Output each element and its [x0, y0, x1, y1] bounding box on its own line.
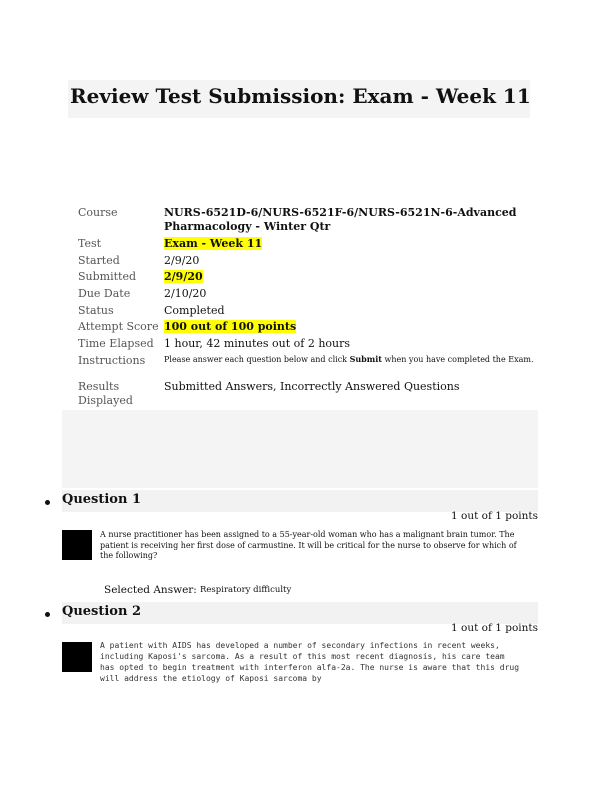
selected-answer-label: Selected Answer:	[104, 584, 197, 596]
detail-value-due-date: 2/10/20	[164, 287, 207, 300]
detail-value-submitted	[164, 270, 534, 284]
bullet-icon	[45, 612, 50, 617]
detail-value-time-elapsed: 1 hour, 42 minutes out of 2 hours	[164, 337, 351, 350]
selected-answer-value: Respiratory difficulty	[200, 585, 292, 595]
instructions-text: Please answer each question below and click	[164, 355, 350, 364]
question-1-title: Question 1	[62, 492, 142, 507]
gray-panel	[62, 410, 538, 488]
highlighted-test-name: Exam - Week 11	[164, 237, 263, 250]
detail-label: Started	[78, 254, 120, 267]
detail-value-attempt-score	[164, 320, 534, 334]
detail-label: Status	[78, 304, 114, 317]
detail-label: Instructions	[78, 354, 146, 367]
detail-label: Time Elapsed	[78, 337, 154, 350]
bullet-icon	[45, 500, 50, 505]
question-2-title: Question 2	[62, 604, 142, 619]
question-1-points: 1 out of 1 points	[451, 510, 538, 522]
question-2-redaction-box	[62, 642, 92, 672]
question-1-redaction-box	[62, 530, 92, 560]
detail-value-started: 2/9/20	[164, 254, 200, 267]
question-2-points: 1 out of 1 points	[451, 622, 538, 634]
highlighted-score: 100 out of 100 points	[164, 320, 297, 333]
highlighted-submitted-date: 2/9/20	[164, 270, 203, 283]
instructions-text-end: when you have completed the Exam.	[381, 355, 534, 364]
detail-label: Due Date	[78, 287, 131, 300]
instructions-submit-word: Submit	[349, 354, 382, 364]
detail-value-status: Completed	[164, 304, 225, 317]
detail-value-test	[164, 237, 534, 251]
detail-label: Test	[78, 237, 102, 250]
detail-label: Attempt Score	[78, 320, 159, 333]
page-title: Review Test Submission: Exam - Week 11	[70, 84, 531, 108]
detail-label: Submitted	[78, 270, 137, 283]
detail-value-instructions	[164, 354, 534, 365]
detail-value-results-displayed: Submitted Answers, Incorrectly Answered Questions	[164, 380, 460, 393]
detail-label: Results Displayed	[78, 380, 133, 407]
question-1-text: A nurse practitioner has been assigned to a 55-year-old woman who has a malignant brain tumor. The patient is receiving her first dose of carmustine. It will be critical for the nurse to observe for which of the following?	[100, 530, 517, 560]
question-2-text: A patient with AIDS has developed a number of secondary infections in recent weeks, including Kaposi's sarcoma. As a result of this most recent diagnosis, his care team has opted to begin treatment with interferon alfa-2a. The nurse is aware that this drug will address the etiology of Kaposi sarcoma by	[100, 641, 520, 683]
detail-value-course: NURS-6521D-6/NURS-6521F-6/NURS-6521N-6-Advanced Pharmacology - Winter Qtr	[164, 206, 517, 233]
detail-label: Course	[78, 206, 118, 219]
